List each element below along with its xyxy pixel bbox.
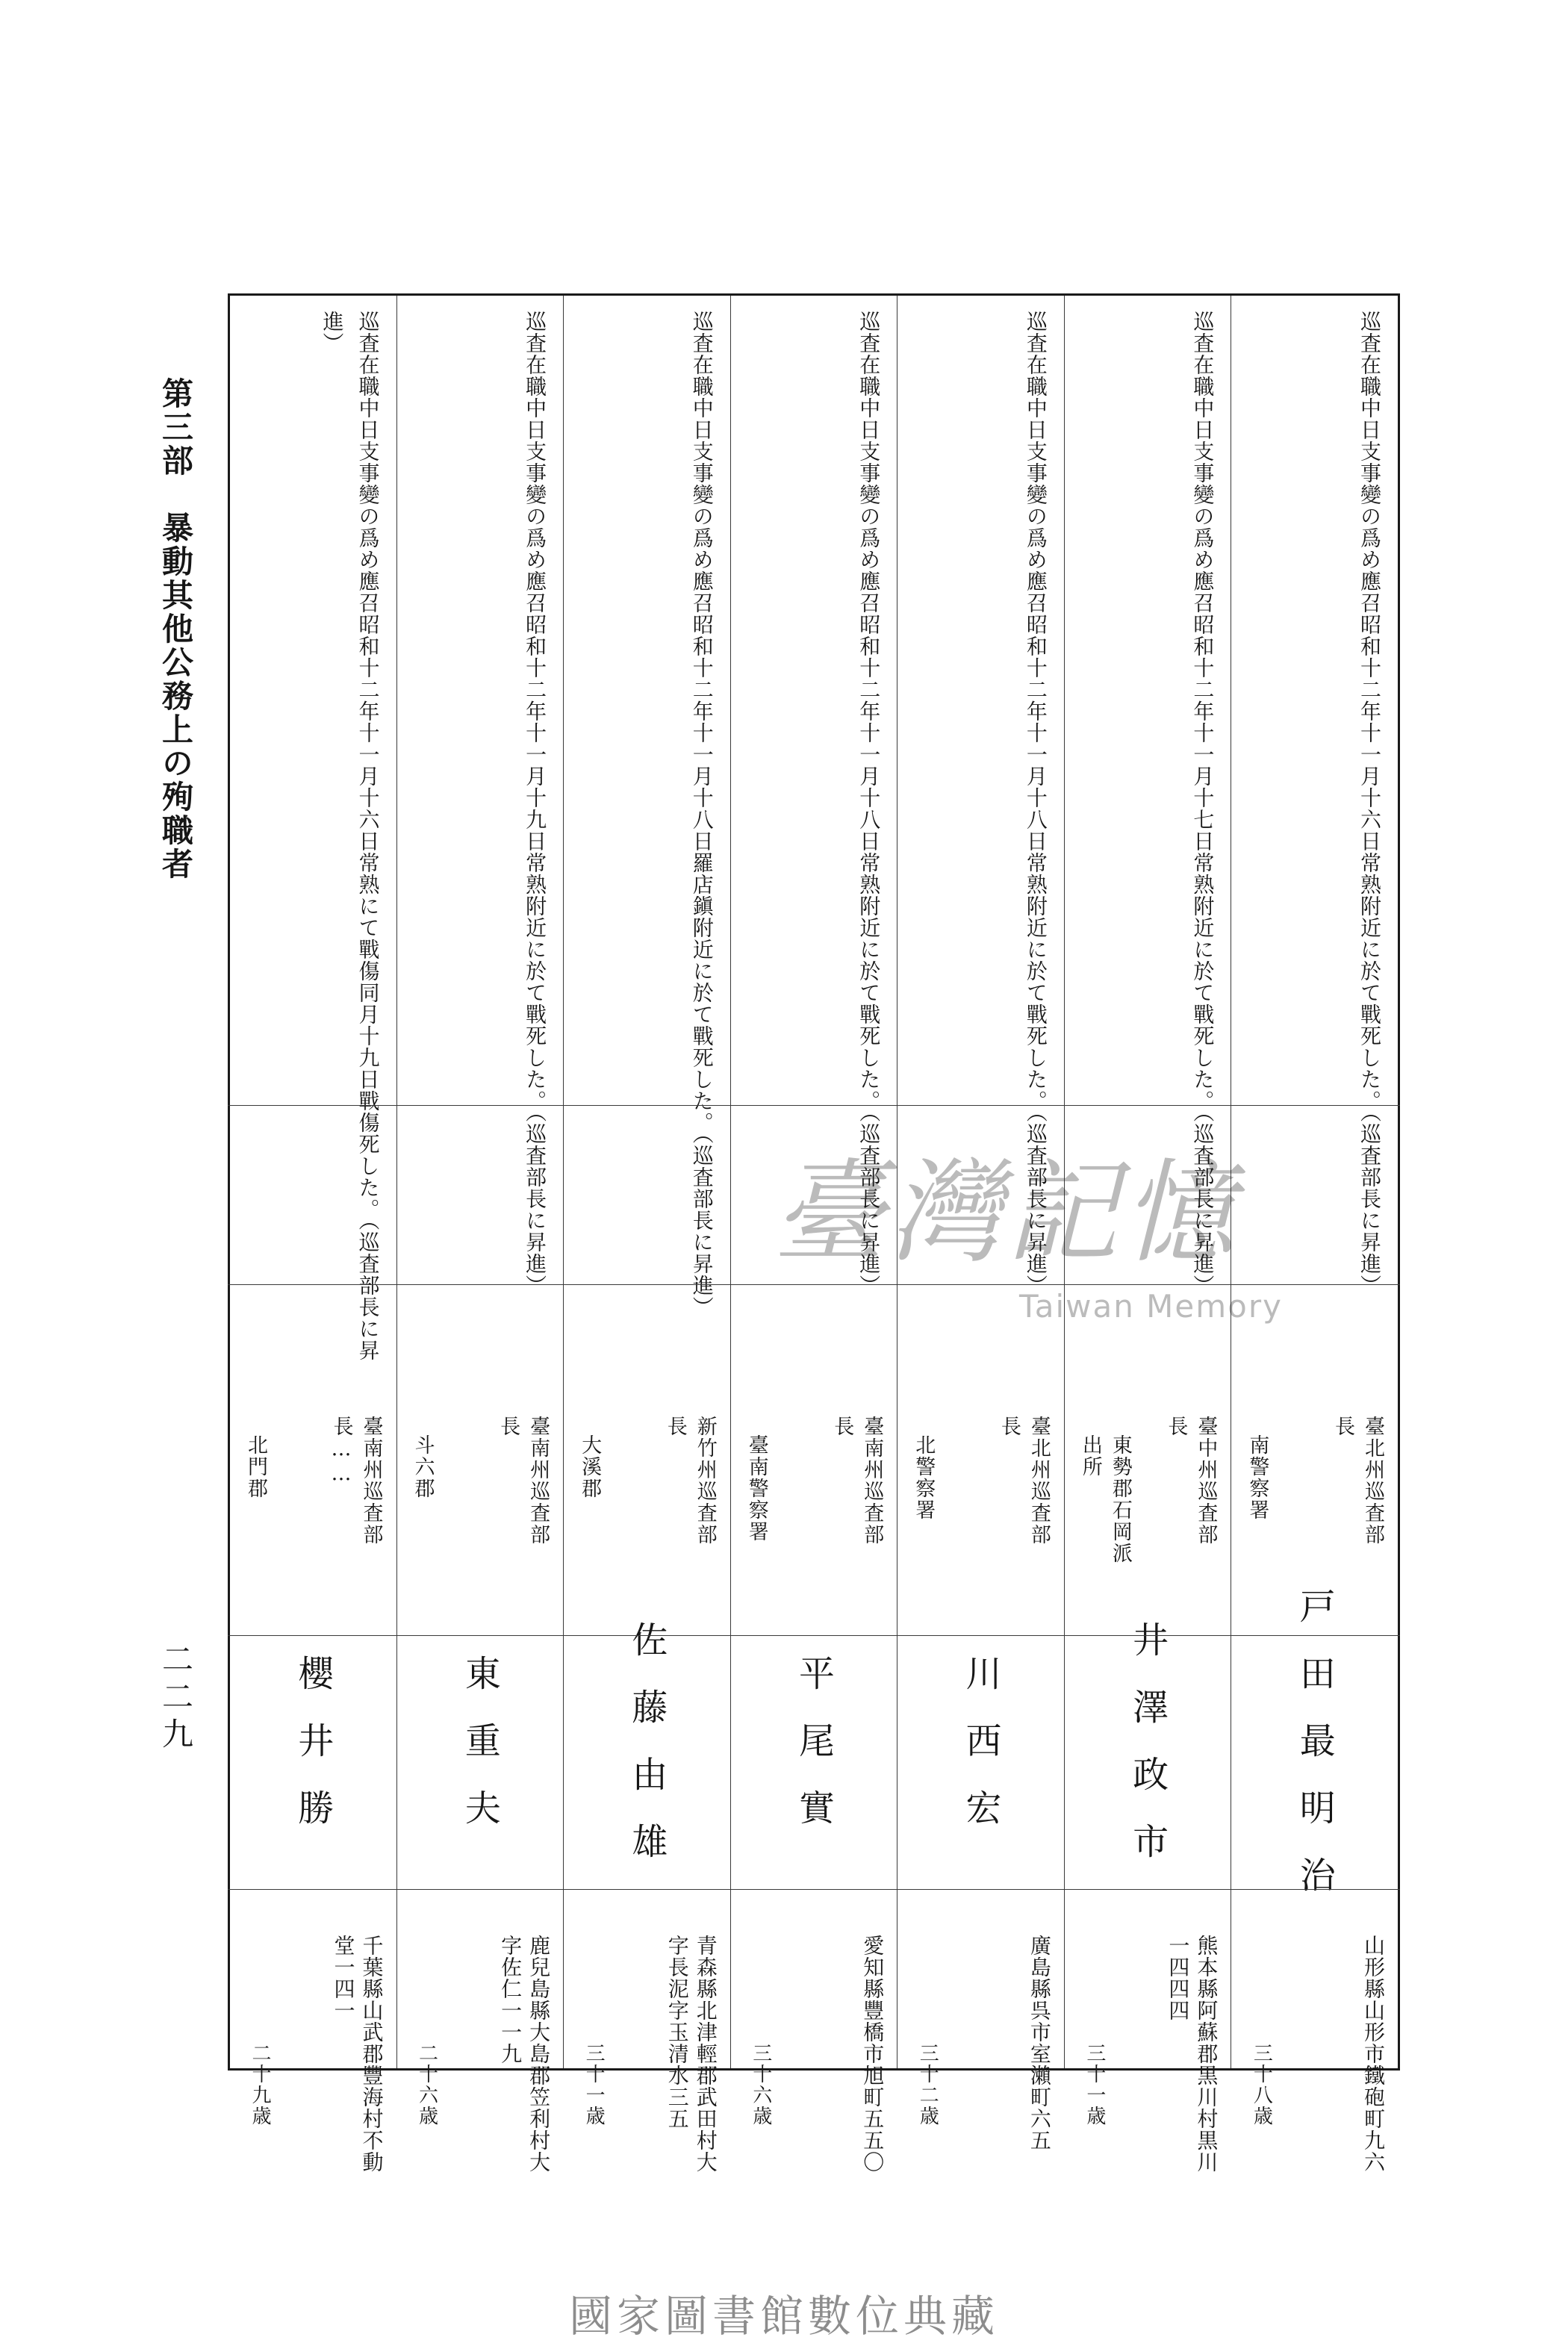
row-divider xyxy=(228,1105,1400,1106)
record-age: 三十六歳 xyxy=(749,2043,772,2127)
record-post: 南警察署 xyxy=(1245,1434,1269,1521)
record-rank: 臺北州巡査部長 xyxy=(997,1416,1051,1546)
record-description: 巡査在職中日支事變の爲め應召昭和十二年十一月十八日常熟附近に於て戰死した。（巡査部長に昇進） xyxy=(856,311,882,1296)
record-address: 青森縣北津輕郡武田村大字長泥字玉清水三五 xyxy=(665,1935,718,2173)
record-address: 廣島縣呉市室瀨町六五 xyxy=(1027,1935,1052,2151)
record-name: 佐藤由雄 xyxy=(625,1621,668,1890)
record-address: 愛知縣豐橋市旭町五五〇 xyxy=(860,1935,886,2173)
record-description: 巡査在職中日支事變の爲め應召昭和十二年十一月十六日常熟にて戰傷同月十九日戰傷死した。（巡査部長に昇進） xyxy=(320,311,381,1361)
record-rank: 新竹州巡査部長 xyxy=(663,1416,717,1546)
record-address: 鹿兒島縣大島郡笠利村大字佐仁一一九 xyxy=(498,1935,552,2173)
record-post: 北門郡 xyxy=(243,1434,267,1499)
record-post: 大溪郡 xyxy=(578,1434,602,1499)
record-address: 千葉縣山武郡豐海村不動堂一四一 xyxy=(331,1935,385,2173)
record-description: 巡査在職中日支事變の爲め應召昭和十二年十一月十八日羅店鎭附近に於て戰死した。（巡査部長に昇進） xyxy=(689,311,715,1318)
record-column xyxy=(230,296,397,2173)
record-post: 東勢郡石岡派出所 xyxy=(1078,1434,1132,1564)
watermark-english: Taiwan Memory xyxy=(1019,1288,1283,1325)
record-post: 臺南警察署 xyxy=(744,1434,768,1543)
record-age: 三十八歳 xyxy=(1250,2043,1273,2127)
record-rank: 臺北州巡査部長 xyxy=(1331,1416,1384,1546)
record-rank: 臺南州巡査部長…… xyxy=(329,1416,383,1546)
record-name: 櫻井勝 xyxy=(291,1655,334,1856)
watermark-chinese: 臺灣記憶 xyxy=(773,1148,1239,1278)
record-name: 井澤政市 xyxy=(1126,1621,1169,1890)
record-post: 北警察署 xyxy=(912,1434,936,1521)
record-column xyxy=(564,296,731,2173)
record-name: 戸田最明治 xyxy=(1293,1587,1336,1923)
record-name: 東重夫 xyxy=(458,1655,501,1856)
record-description: 巡査在職中日支事變の爲め應召昭和十二年十一月十八日常熟附近に於て戰死した。（巡査部長に昇進） xyxy=(1023,311,1048,1296)
record-rank: 臺中州巡査部長 xyxy=(1164,1416,1218,1546)
record-description: 巡査在職中日支事變の爲め應召昭和十二年十一月十七日常熟附近に於て戰死した。（巡査部長に昇進） xyxy=(1190,311,1216,1296)
row-divider xyxy=(228,1889,1400,1890)
library-footer: 國家圖書館數位典藏 xyxy=(568,2291,999,2342)
record-name: 平尾實 xyxy=(792,1655,835,1856)
record-rank: 臺南州巡査部長 xyxy=(497,1416,550,1546)
record-name: 川西宏 xyxy=(959,1655,1002,1856)
record-description: 巡査在職中日支事變の爲め應召昭和十二年十一月十六日常熟附近に於て戰死した。（巡査部長に昇進） xyxy=(1357,311,1382,1296)
record-age: 三十二歳 xyxy=(916,2043,939,2127)
record-address: 熊本縣阿蘇郡黒川村黒川一四四四 xyxy=(1166,1935,1219,2173)
record-rank: 臺南州巡査部長 xyxy=(830,1416,884,1546)
page-header: 第三部 暴動其他公務上の殉職者 xyxy=(158,377,194,881)
record-column xyxy=(397,296,564,2173)
page-number: 二二九 xyxy=(158,1643,194,1755)
record-address: 山形縣山形市鐵砲町九六 xyxy=(1361,1935,1386,2173)
watermark-logo xyxy=(773,1148,1340,1325)
record-post: 斗六郡 xyxy=(411,1434,435,1499)
record-description: 巡査在職中日支事變の爲め應召昭和十二年十一月十九日常熟附近に於て戰死した。（巡査部長に昇進） xyxy=(523,311,548,1296)
record-age: 三十一歳 xyxy=(582,2043,606,2127)
row-divider xyxy=(228,1635,1400,1636)
record-age: 三十一歳 xyxy=(1083,2043,1106,2127)
record-age: 二十六歳 xyxy=(415,2043,438,2127)
record-age: 二十九歳 xyxy=(248,2043,271,2127)
